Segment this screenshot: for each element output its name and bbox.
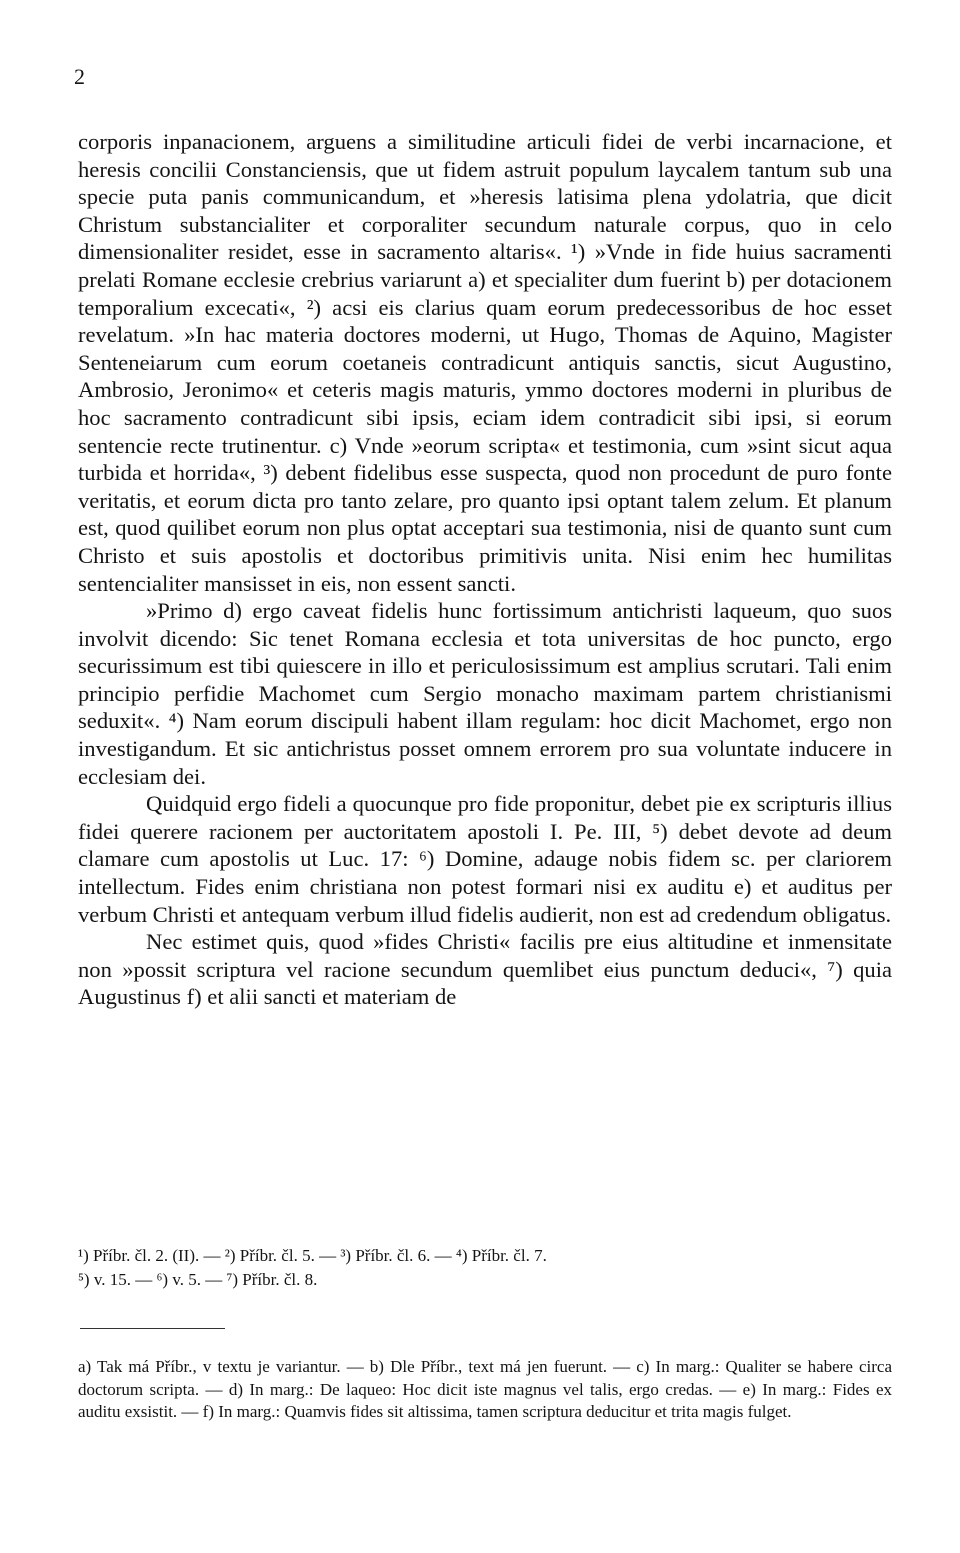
footnote-line: ¹) Příbr. čl. 2. (II). — ²) Příbr. čl. 5. — ³) Příbr. čl. 6. — ⁴) Příbr. čl. 7. (78, 1246, 547, 1265)
paragraph: Nec estimet quis, quod »fides Christi« facilis pre eius altitudine et inmensitate non »possit scriptura vel racione secundum quemlibet eius punctum deduci«, ⁷) quia Augustinus f) et alii sancti et materiam de (78, 929, 892, 1010)
paragraph: »Primo d) ergo caveat fidelis hunc fortissimum antichristi laqueum, quo suos involvit dicendo: Sic tenet Romana ecclesia et tota universitas de hoc puncto, ergo securissimum est tibi quiescere in illo et periculosissimum est amplius scrutari. Tali enim principio perfidie Machomet cum Sergio monacho maximam partem christianismi seduxit«. ⁴) Nam eorum discipuli habent illam regulam: hoc dicit Machomet, ergo non investigandum. Et sic antichristus posset omnem errorem pro sua voluntate inducere in ecclesiam dei. (78, 598, 892, 789)
footnote-rule (80, 1328, 225, 1329)
paragraph: Quidquid ergo fideli a quocunque pro fide proponitur, debet pie ex scripturis illius fidei querere racionem per auctoritatem apostoli I. Pe. III, ⁵) debet devote ad deum clamare cum apostolis ut Luc. 17: ⁶) Domine, adauge nobis fidem sc. per clariorem intellectum. Fides enim christiana non potest formari nisi ex auditu e) et auditus per verbum Christi et antequam verbum illud fidelis audierit, non est ad credendum obligatus. (78, 791, 892, 927)
footnote-line: ⁵) v. 15. — ⁶) v. 5. — ⁷) Příbr. čl. 8. (78, 1270, 318, 1289)
critical-notes (78, 1356, 892, 1424)
paragraph: corporis inpanacionem, arguens a similitudine articuli fidei de verbi incarnacione, et heresis concilii Constanciensis, que ut fidem astruit populum laycalem tantum sub una specie puta panis communicandum, et »heresis latisima plena ydolatria, que dicit Christum substancialiter et corporaliter secundum naturale corpus, quo in celo dimensionaliter residet, esse in sacramento altaris«. ¹) »Vnde in fide huius sacramenti prelati Romane ecclesie crebrius variarunt a) et specialiter dum fuerint b) per dotacionem temporalium excecati«, ²) acsi eis clarius quam eorum predecessoribus de hoc esset revelatum. »In hac materia doctores moderni, ut Hugo, Thomas de Aquino, Magister Senteneiarum cum eorum coetaneis contradicunt antiquis sanctis, sicut Augustino, Ambrosio, Jeronimo« et ceteris magis maturis, ymmo doctores moderni in pluribus de hoc sacramento contradicunt sibi ipsis, eciam idem contradicit sibi ipsi, si eorum sentencie recte trutinentur. c) Vnde »eorum scripta« et testimonia, cum »sint sicut aqua turbida et horrida«, ³) debent fidelibus esse suspecta, quod non procedunt de puro fonte veritatis, et eorum dicta pro tanto zelare, pro quanto ipsi optant talem zelum. Et planum est, quod quilibet eorum non plus optat acceptari sua testimonia, nisi de quanto sunt cum Christo et suis apostolis et doctoribus primitivis unita. Nisi enim hec humilitas sentencialiter mansisset in eis, non essent sancti. (78, 129, 892, 596)
main-text (78, 128, 892, 1011)
page-number: 2 (74, 64, 85, 89)
critical-notes-text: a) Tak má Příbr., v textu je variantur. — b) Dle Příbr., text má jen fuerunt. — c) In marg.: Qualiter se habere circa doctorum scripta. — d) In marg.: De laqueo: Hoc dicit iste magnus vel talis, ergo credas. — e) In marg.: Fides ex auditu exsistit. — f) In marg.: Quamvis fides sit altissima, tamen scriptura deducitur et trita magis fulget. (78, 1357, 892, 1421)
footnotes (78, 1244, 892, 1292)
